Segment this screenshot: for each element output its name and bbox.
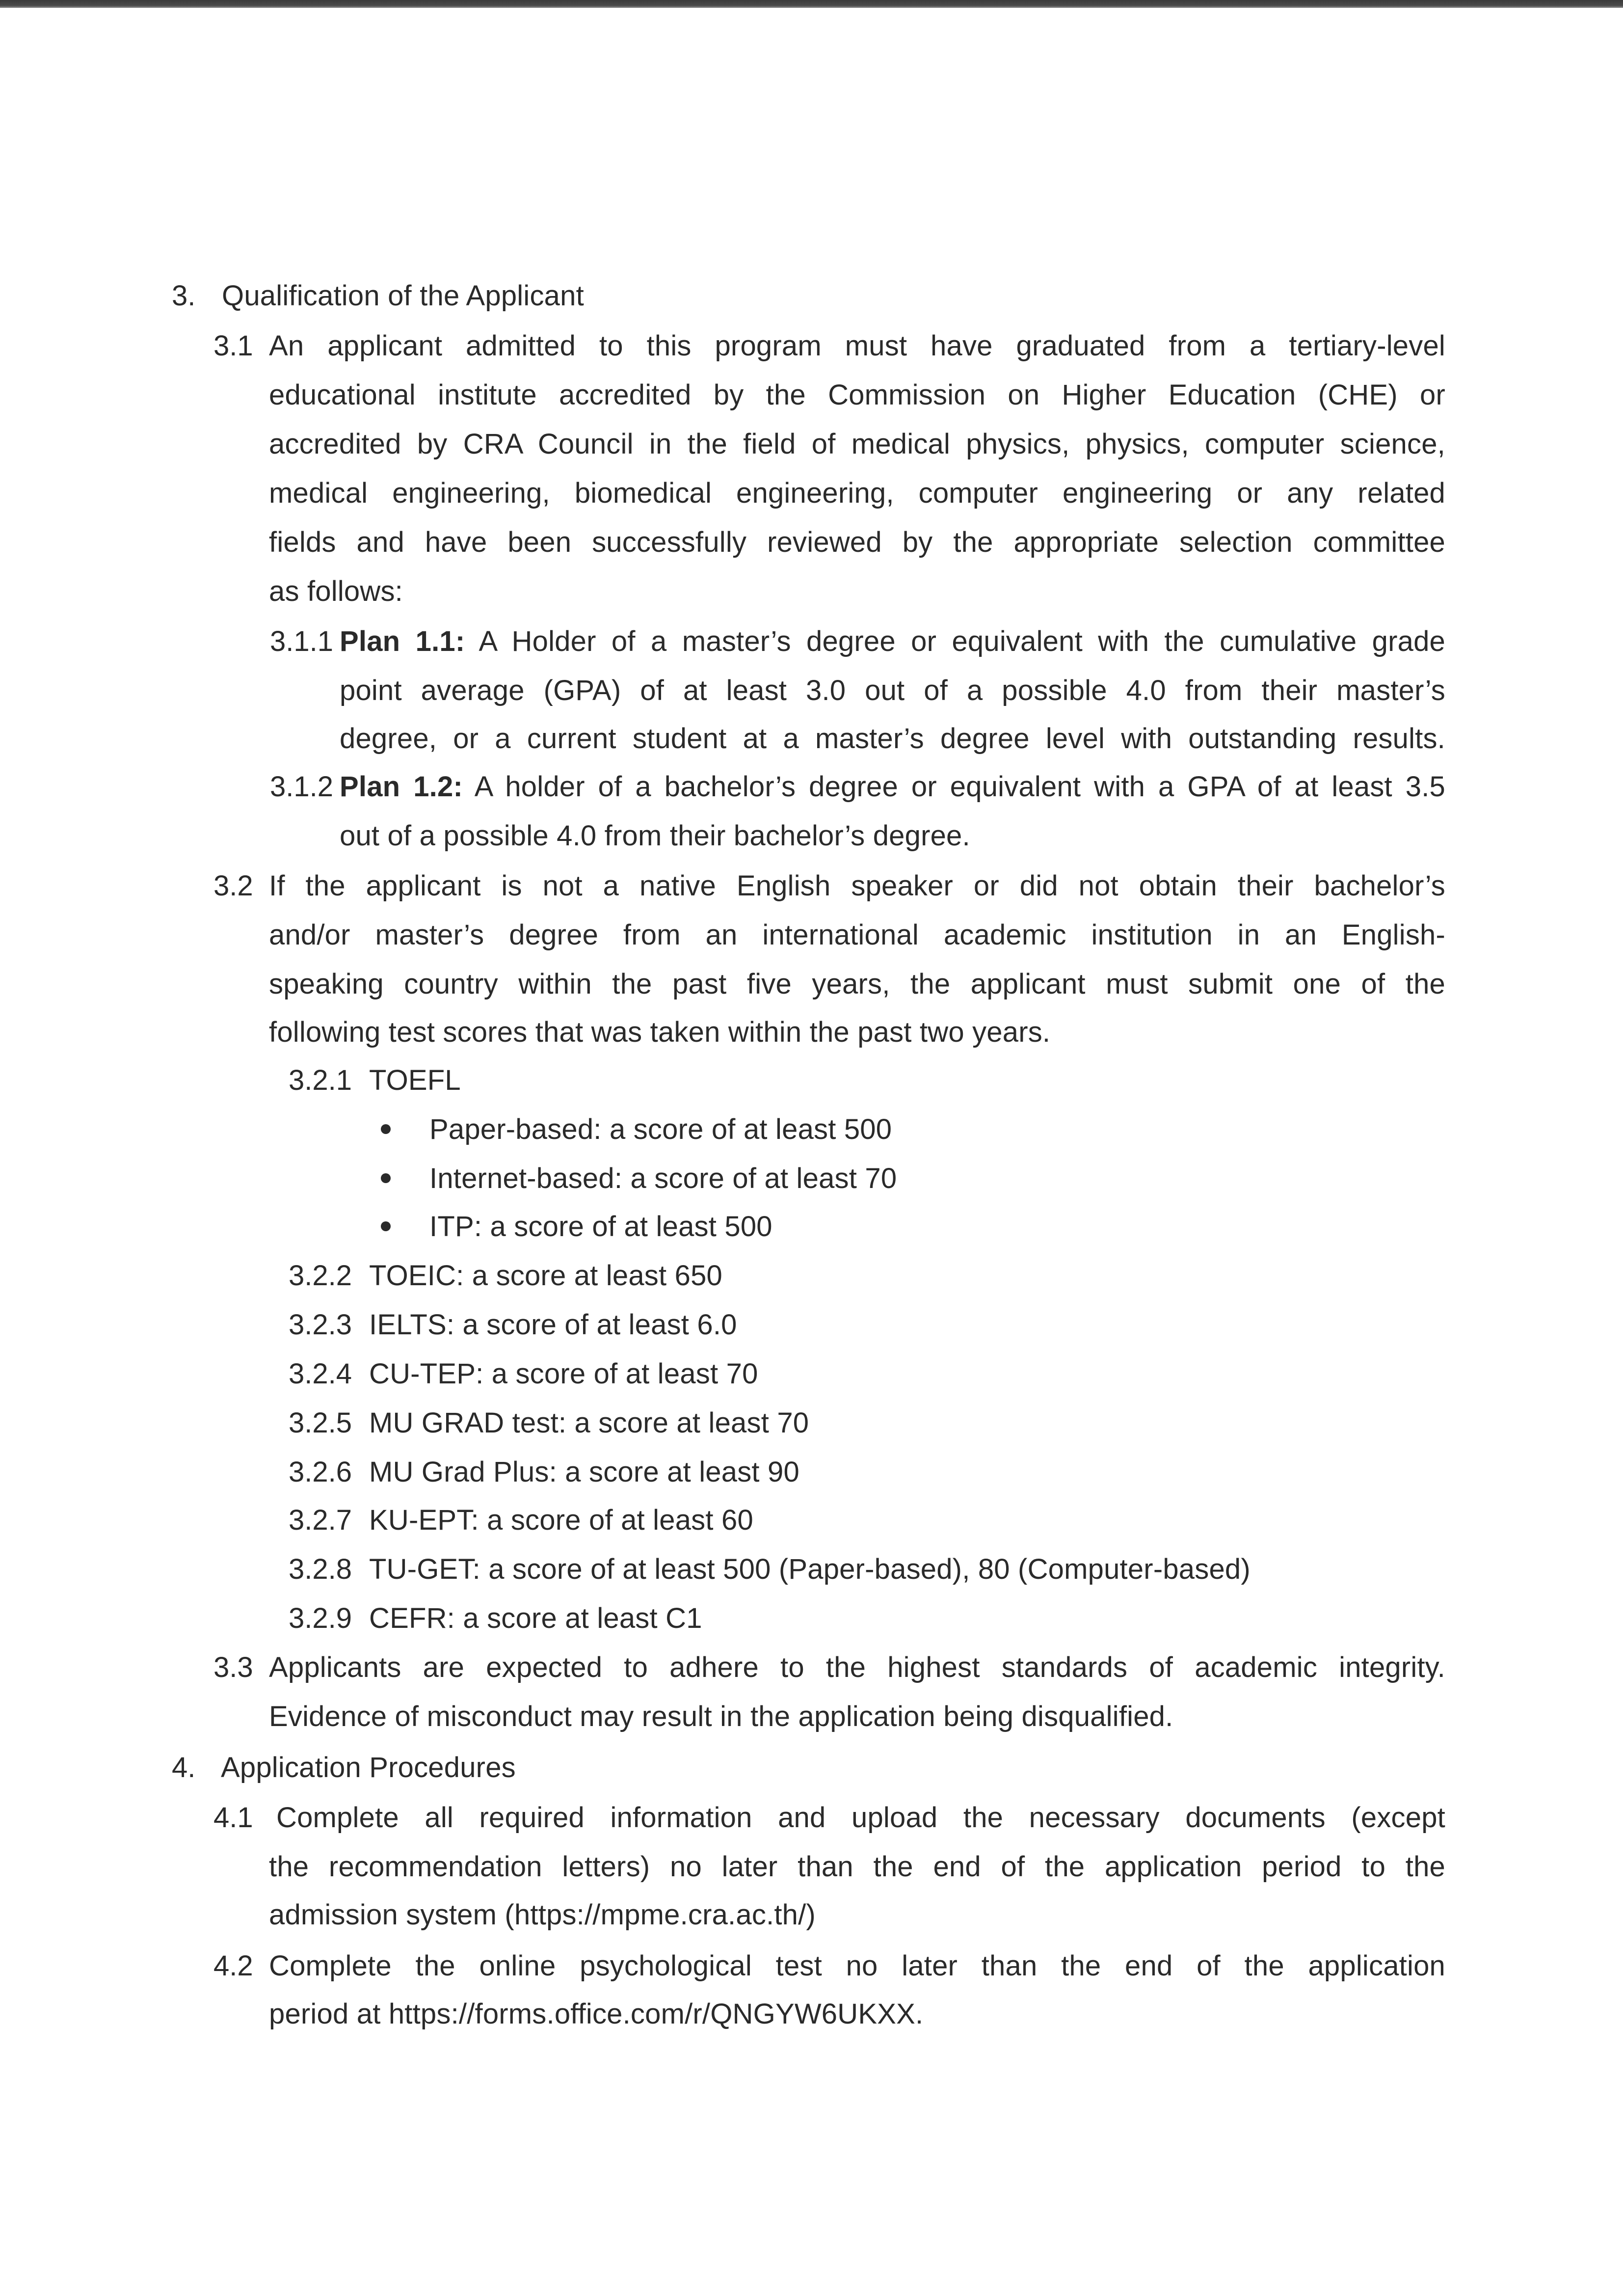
- subitem-number: 3.2.5: [289, 1407, 352, 1439]
- paragraph-line: following test scores that was taken within the past two years.: [269, 1016, 1051, 1048]
- item-number: 3.3: [213, 1651, 253, 1683]
- subitem-number: 3.2.9: [289, 1602, 352, 1634]
- bullet-item: ITP: a score of at least 500: [429, 1211, 772, 1243]
- plan-line: out of a possible 4.0 from their bachelor’s degree.: [340, 820, 970, 852]
- plan-text: A Holder of a master’s degree or equivalent with the cumulative grade: [465, 625, 1446, 657]
- paragraph-line: If the applicant is not a native English speaker or did not obtain their bachelor’s: [269, 870, 1445, 902]
- paragraph-line: fields and have been successfully reviewed by the appropriate selection committee: [269, 526, 1445, 558]
- paragraph-line: the recommendation letters) no later than the end of the application period to the: [269, 1851, 1445, 1883]
- item-number: 4.1: [213, 1802, 253, 1834]
- paragraph-line: Complete all required information and upload the necessary documents (except: [276, 1802, 1445, 1834]
- subitem-number: 3.1.2: [270, 771, 333, 803]
- subitem-number: 3.2.2: [289, 1260, 352, 1292]
- item-number: 3.1: [213, 330, 253, 362]
- paragraph-line: as follows:: [269, 575, 403, 607]
- bullet-icon: [381, 1124, 391, 1134]
- subitem-number: 3.1.1: [270, 625, 333, 657]
- subitem-number: 3.2.6: [289, 1456, 352, 1488]
- plan-line: [340, 624, 1445, 659]
- test-requirement: MU Grad Plus: a score at least 90: [369, 1456, 799, 1488]
- subitem-number: 3.2.3: [289, 1309, 352, 1341]
- test-name: TOEFL: [369, 1064, 461, 1096]
- bullet-icon: [381, 1221, 391, 1231]
- paragraph-line: Applicants are expected to adhere to the highest standards of academic integrity.: [269, 1651, 1445, 1683]
- plan-line: point average (GPA) of at least 3.0 out of a possible 4.0 from their master’s: [340, 675, 1445, 706]
- section-title: Application Procedures: [221, 1752, 516, 1783]
- item-number: 4.2: [213, 1950, 253, 1982]
- admission-system-link-line: admission system (https://mpme.cra.ac.th/): [269, 1899, 816, 1931]
- test-requirement: CEFR: a score at least C1: [369, 1602, 702, 1634]
- test-requirement: TU-GET: a score of at least 500 (Paper-based), 80 (Computer-based): [369, 1553, 1251, 1585]
- paragraph-line: Evidence of misconduct may result in the application being disqualified.: [269, 1701, 1173, 1732]
- psych-test-link-line: period at https://forms.office.com/r/QNGYW6UKXX.: [269, 1998, 924, 2030]
- paragraph-line: and/or master’s degree from an international academic institution in an English-: [269, 919, 1445, 951]
- paragraph-line: An applicant admitted to this program must have graduated from a tertiary-level: [269, 330, 1445, 362]
- section-number: 4.: [172, 1752, 196, 1783]
- paragraph-line: medical engineering, biomedical engineering, computer engineering or any related: [269, 477, 1445, 509]
- plan-label: Plan 1.1:: [340, 625, 465, 657]
- bullet-item: Paper-based: a score of at least 500: [429, 1113, 892, 1145]
- subitem-number: 3.2.8: [289, 1553, 352, 1585]
- item-number: 3.2: [213, 870, 253, 902]
- subitem-number: 3.2.7: [289, 1504, 352, 1536]
- paragraph-line: Complete the online psychological test no later than the end of the application: [269, 1950, 1445, 1982]
- paragraph-line: speaking country within the past five years, the applicant must submit one of the: [269, 968, 1445, 1000]
- subitem-number: 3.2.1: [289, 1064, 352, 1096]
- test-requirement: IELTS: a score of at least 6.0: [369, 1309, 737, 1341]
- plan-label: Plan 1.2:: [340, 771, 463, 803]
- plan-text: A holder of a bachelor’s degree or equivalent with a GPA of at least 3.5: [462, 771, 1446, 803]
- plan-line: [340, 770, 1445, 804]
- paragraph-line: educational institute accredited by the Commission on Higher Education (CHE) or: [269, 379, 1445, 411]
- test-requirement: TOEIC: a score at least 650: [369, 1260, 723, 1292]
- plan-line: degree, or a current student at a master’s degree level with outstanding results.: [340, 723, 1445, 755]
- test-requirement: CU-TEP: a score of at least 70: [369, 1358, 758, 1390]
- subitem-number: 3.2.4: [289, 1358, 352, 1390]
- test-requirement: KU-EPT: a score of at least 60: [369, 1504, 753, 1536]
- paragraph-line: accredited by CRA Council in the field of medical physics, physics, computer science,: [269, 428, 1445, 460]
- bullet-icon: [381, 1173, 391, 1183]
- section-title: Qualification of the Applicant: [222, 280, 584, 312]
- section-number: 3.: [172, 280, 196, 312]
- test-requirement: MU GRAD test: a score at least 70: [369, 1407, 809, 1439]
- bullet-item: Internet-based: a score of at least 70: [429, 1162, 897, 1194]
